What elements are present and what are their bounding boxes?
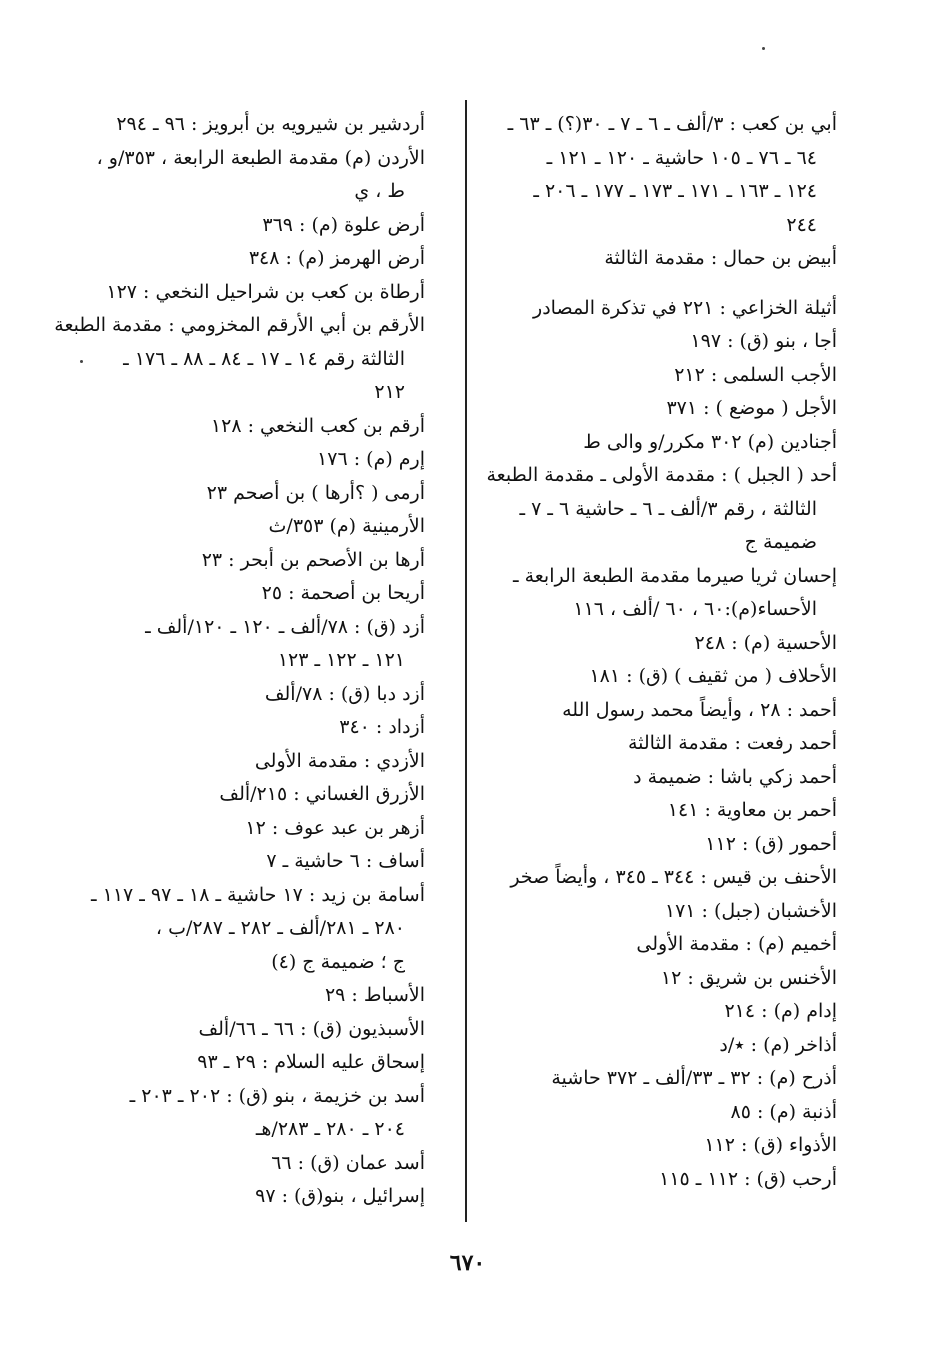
index-entry — [95, 1046, 425, 1080]
index-entry-heading: أرض علوة (م) : ٣٦٩ — [262, 213, 425, 236]
index-entry — [95, 510, 425, 544]
index-entry — [486, 459, 837, 560]
print-speck — [762, 47, 765, 50]
index-entry — [492, 1062, 837, 1096]
index-entry-heading: إدام (م) : ٢١٤ — [724, 1000, 837, 1022]
index-entry-heading: إسرائيل ، بنو(ق) : ٩٧ — [255, 1185, 425, 1207]
index-entry — [492, 794, 837, 828]
index-entry — [492, 560, 837, 627]
index-entry — [54, 309, 425, 410]
index-entry — [95, 142, 425, 209]
index-entry-heading: أثيلة الخزاعي : ٢٢١ في تذكرة المصادر — [533, 296, 837, 319]
index-entry — [492, 1096, 837, 1130]
index-entry-heading: أردشير بن شيرويه بن أبرويز : ٩٦ ـ ٢٩٤ — [116, 113, 425, 135]
index-entry-heading: إرم (م) : ١٧٦ — [317, 448, 425, 470]
index-entry — [95, 979, 425, 1013]
index-entry — [492, 828, 837, 862]
index-entry — [95, 577, 425, 611]
index-entry — [492, 108, 837, 242]
index-entry-heading: الأحلاف ( من ثقيف ) (ق) : ١٨١ — [589, 665, 837, 687]
index-entry-continuation: ٢٤٤ — [786, 213, 817, 236]
index-entry — [492, 359, 837, 393]
index-entry-continuation: ١٢٤ ـ ١٦٣ ـ ١٧١ ـ ١٧٣ ـ ١٧٧ ـ ٢٠٦ ـ — [533, 180, 817, 202]
index-entry-continuation: ٢١٢ — [374, 381, 405, 403]
index-entry — [95, 1013, 425, 1047]
index-entry — [492, 962, 837, 996]
index-entry — [492, 292, 837, 326]
index-entry — [95, 443, 425, 477]
print-speck — [80, 360, 83, 363]
index-entry — [492, 895, 837, 929]
index-entry-heading: أجنادين (م) ٣٠٢ مكرر/و والى ط — [583, 430, 837, 453]
index-entry — [95, 108, 425, 142]
index-entry-heading: أحد ( الجبل ) : مقدمة الأولى ـ مقدمة الطبعة — [486, 464, 837, 486]
index-entry-heading: أحمد زكي باشا : ضميمة د — [633, 765, 837, 788]
index-entry — [91, 879, 425, 980]
index-entry-heading: أريحا بن أصحمة : ٢٥ — [261, 582, 425, 604]
index-entry — [95, 778, 425, 812]
index-entry-heading: الأخشبان (جبل) : ١٧١ — [664, 899, 837, 922]
index-entry-heading: الأزرق الغساني : ٢١٥/ألف — [219, 783, 425, 805]
index-entry-heading: أساف : ٦ حاشية ـ ٧ — [266, 850, 425, 872]
index-entry — [492, 242, 837, 276]
index-entry — [492, 627, 837, 661]
index-entry — [95, 1147, 425, 1181]
index-entry — [492, 1029, 837, 1063]
index-entry-heading: الأجل ( موضع ) : ٣٧١ — [666, 397, 837, 419]
index-entry-continuation: ضميمة ج — [744, 531, 817, 553]
column-divider — [465, 100, 467, 1222]
index-entry — [492, 660, 837, 694]
index-entry-heading: الأخنس بن شريق : ١٢ — [660, 966, 837, 989]
index-entry-continuation: الثالثة ، رقم ٣/ألف ـ ٦ ـ حاشية ٦ ـ ٧ ـ — [519, 497, 817, 520]
index-entry-continuation: الأحساء(م):٦٠ ، ٦٠ /ألف ، ١١٦ — [573, 598, 817, 620]
index-entry-heading: أسامة بن زيد : ١٧ حاشية ـ ١٨ ـ ٩٧ ـ ١١٧ ـ — [91, 883, 425, 906]
index-entry-heading: أبي بن كعب : ٣/ألف ـ ٦ ـ ٧ ـ ٣٠(؟) ـ ٦٣ ـ — [507, 113, 837, 135]
index-entry-heading: الأزدي : مقدمة الأولى — [254, 749, 425, 772]
index-entry — [95, 1180, 425, 1214]
index-entry-heading: أرض الهرمز (م) : ٣٤٨ — [248, 247, 425, 269]
index-entry — [95, 678, 425, 712]
index-entry-heading: أرمى ( ؟أرها ) بن أصحم ٢٣ — [206, 481, 425, 504]
index-entry-heading: إحسان ثريا صيرما مقدمة الطبعة الرابعة ـ — [512, 564, 837, 587]
index-entry — [492, 426, 837, 460]
index-entry — [95, 745, 425, 779]
index-entry-heading: أحمد : ٢٨ ، وأيضاً محمد رسول الله — [562, 698, 837, 721]
index-entry — [95, 711, 425, 745]
index-entry-heading: أرطاة بن كعب بن شراحيل النخعي : ١٢٧ — [106, 280, 425, 303]
index-entry-heading: أذاخر (م) : ٭/د — [719, 1033, 837, 1056]
index-entry-heading: الأحسية (م) : ٢٤٨ — [694, 631, 837, 654]
index-entry-heading: أرقم بن كعب النخعي : ١٢٨ — [210, 414, 425, 437]
index-entry — [95, 544, 425, 578]
index-entry-heading: أزداد : ٣٤٠ — [339, 716, 425, 738]
index-entry — [492, 325, 837, 359]
index-column-right — [486, 108, 837, 1196]
index-entry-heading: أسد عمان (ق) : ٦٦ — [271, 1151, 425, 1174]
index-entry-heading: أرها بن الأصحم بن أبحر : ٢٣ — [201, 548, 425, 571]
index-entry-heading: أحمور (ق) : ١١٢ — [705, 832, 837, 855]
index-entry-heading: أحمر بن معاوية : ١٤١ — [667, 799, 837, 821]
index-entry — [492, 392, 837, 426]
index-entry-continuation: ج ؛ ضميمة ج (٤) — [271, 950, 405, 973]
index-entry-heading: أزهر بن عبد عوف : ١٢ — [245, 816, 425, 839]
index-entry-continuation: ط ، ي — [354, 180, 405, 202]
index-entry — [492, 1129, 837, 1163]
index-entry — [95, 611, 425, 678]
index-entry — [492, 861, 837, 895]
index-entry — [95, 477, 425, 511]
index-entry-heading: الأرقم بن أبي الأرقم المخزومي : مقدمة الطبعة — [54, 314, 425, 336]
index-entry-continuation: ٢٨٠ ـ ٢٨١/ألف ـ ٢٨٢ ـ ٢٨٧/ب ، — [155, 917, 405, 939]
index-entry — [492, 995, 837, 1029]
index-entry-continuation: الثالثة رقم ١٤ ـ ١٧ ـ ٨٤ ـ ٨٨ ـ ١٧٦ ـ — [123, 347, 405, 370]
index-entry-heading: أحمد رفعت : مقدمة الثالثة — [627, 732, 837, 754]
index-entry-heading: أزد (ق) : ٧٨/ألف ـ ١٢٠ ـ ١٢٠/ألف ـ — [145, 615, 425, 638]
index-entry — [95, 845, 425, 879]
index-column-left — [54, 108, 425, 1214]
index-entry-heading: أبيض بن حمال : مقدمة الثالثة — [604, 247, 837, 269]
index-entry — [95, 242, 425, 276]
index-entry-heading: الأحنف بن قيس : ٣٤٤ ـ ٣٤٥ ، وأيضاً صخر — [510, 866, 837, 888]
index-entry — [95, 410, 425, 444]
index-entry — [492, 694, 837, 728]
index-entry-heading: أذنبة (م) : ٨٥ — [730, 1100, 837, 1123]
index-entry-heading: أسد بن خزيمة ، بنو (ق) : ٢٠٢ ـ ٢٠٣ ـ — [129, 1084, 425, 1107]
index-entry-continuation: ٦٤ ـ ٧٦ ـ ١٠٥ حاشية ـ ١٢٠ ـ ١٢١ ـ — [546, 146, 817, 169]
index-entry — [95, 1080, 425, 1147]
index-entry-continuation: ١٢١ ـ ١٢٢ ـ ١٢٣ — [277, 649, 405, 671]
page-number: ٦٧٠ — [449, 1250, 486, 1276]
index-entry — [492, 727, 837, 761]
index-entry-heading: أزد دبا (ق) : ٧٨/ألف — [264, 682, 425, 705]
index-entry-heading: أذرح (م) : ٣٢ ـ ٣٣/ألف ـ ٣٧٢ حاشية — [551, 1067, 837, 1089]
index-entry — [95, 812, 425, 846]
index-entry-heading: إسحاق عليه السلام : ٢٩ ـ ٩٣ — [197, 1051, 425, 1073]
index-entry — [492, 1163, 837, 1197]
index-entry-heading: أخميم (م) : مقدمة الأولى — [636, 933, 837, 955]
index-entry-heading: أجا ، بنو (ق) : ١٩٧ — [690, 330, 837, 352]
index-entry-heading: الأذواء (ق) : ١١٢ — [704, 1134, 837, 1156]
index-entry-heading: الأسبذيون (ق) : ٦٦ ـ ٦٦/ألف — [198, 1017, 425, 1040]
index-entry-heading: الأجب السلمى : ٢١٢ — [674, 363, 837, 386]
index-entry-continuation: ٢٠٤ ـ ٢٨٠ ـ ٢٨٣/هـ — [255, 1118, 405, 1140]
index-entry — [95, 276, 425, 310]
index-entry — [492, 928, 837, 962]
index-entry-heading: الأرمينية (م) ٣٥٣/ث — [268, 515, 425, 537]
index-entry — [492, 761, 837, 795]
index-entry — [95, 209, 425, 243]
index-entry-heading: الأسباط : ٢٩ — [324, 984, 425, 1006]
index-entry-heading: الأردن (م) مقدمة الطبعة الرابعة ، ٣٥٣/و ، — [96, 146, 425, 169]
index-entry-heading: أرحب (ق) : ١١٢ ـ ١١٥ — [659, 1167, 837, 1190]
